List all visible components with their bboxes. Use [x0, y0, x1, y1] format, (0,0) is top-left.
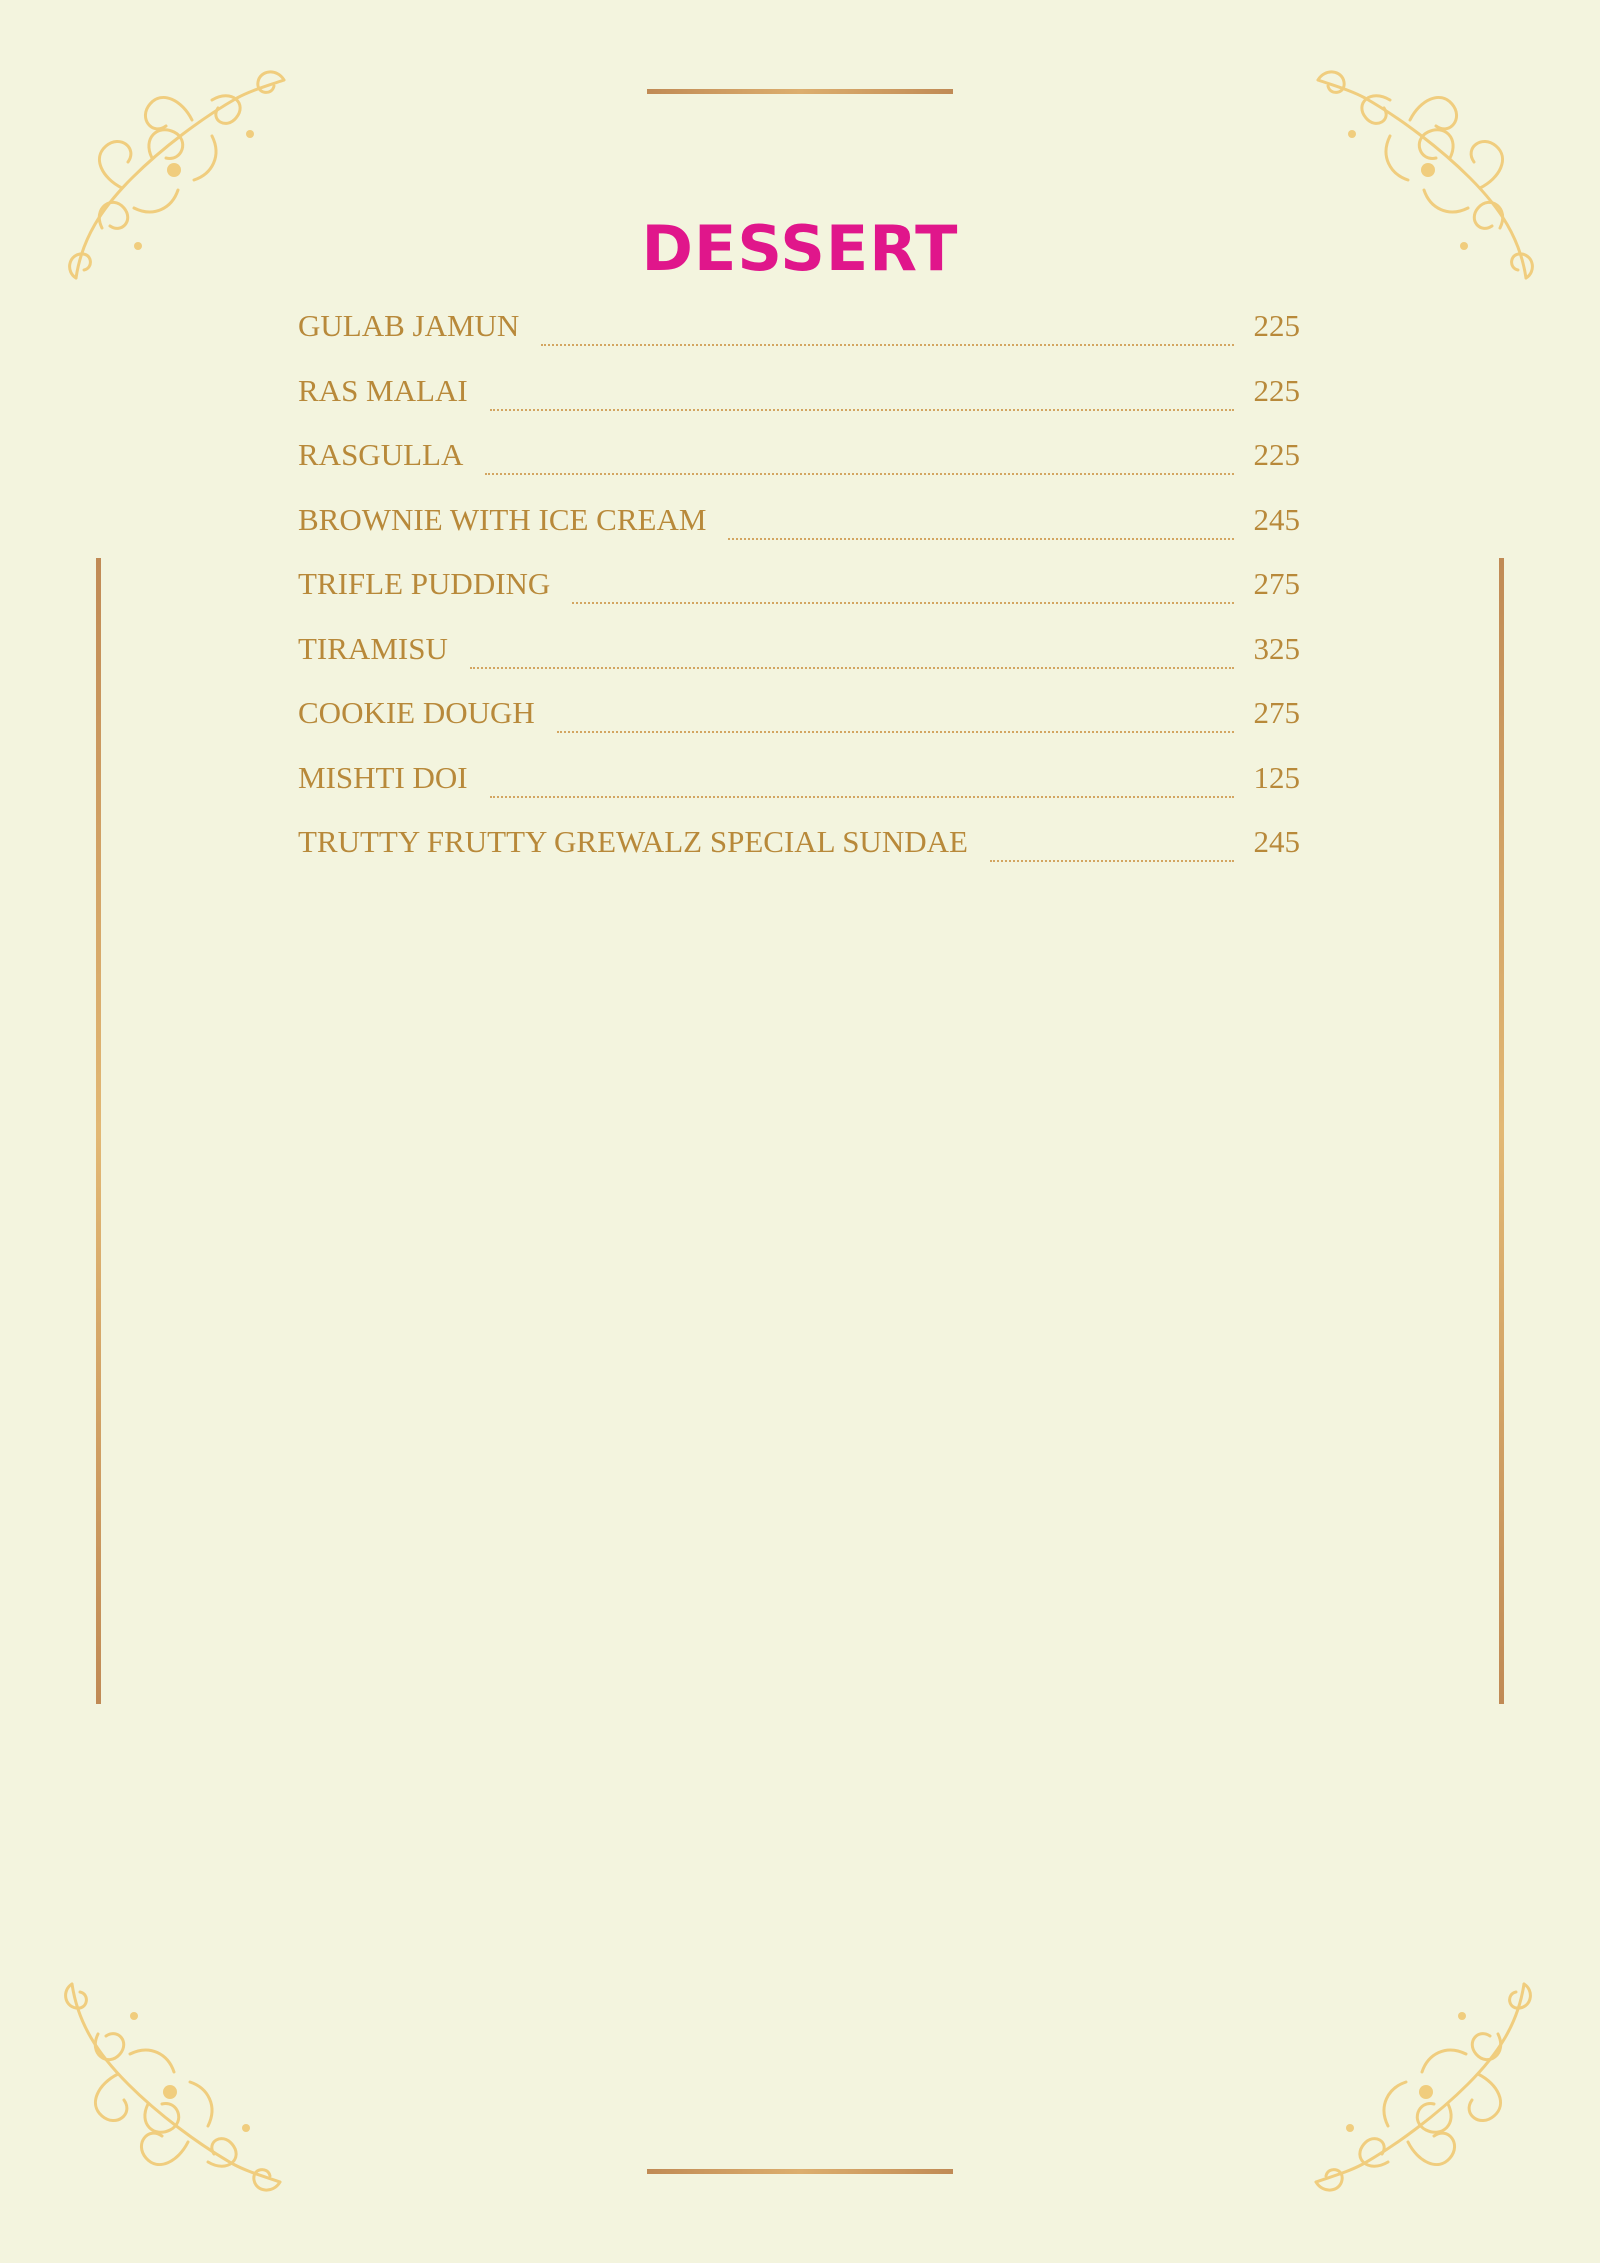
section-title: DESSERT [641, 212, 959, 285]
menu-item-price: 275 [1253, 566, 1300, 601]
menu-item [298, 824, 1300, 889]
dotted-leader [541, 344, 1233, 346]
menu-item [298, 631, 1300, 696]
menu-item-name: TRIFLE PUDDING [298, 566, 551, 601]
dotted-leader [490, 796, 1234, 798]
menu-item [298, 437, 1300, 502]
menu-item-price: 225 [1253, 372, 1300, 408]
menu-item-name: RASGULLA [298, 437, 464, 472]
menu-item-price: 125 [1253, 759, 1300, 795]
menu-item [298, 695, 1300, 760]
menu-item-name: GULAB JAMUN [298, 308, 520, 343]
menu-item [298, 308, 1300, 373]
left-border-rule [96, 558, 101, 1704]
menu-item-price: 225 [1253, 437, 1300, 472]
dotted-leader [728, 538, 1233, 540]
menu-item-name: MISHTI DOI [298, 759, 468, 795]
corner-ornament-bottom-left [58, 1974, 288, 2204]
menu-item [298, 502, 1300, 567]
top-divider [647, 89, 953, 94]
menu-item [298, 760, 1300, 825]
dotted-leader [490, 409, 1234, 411]
dotted-leader [990, 860, 1234, 862]
dotted-leader [470, 667, 1234, 669]
menu-item-price: 245 [1253, 824, 1300, 859]
menu-item [298, 566, 1300, 631]
menu-item-price: 245 [1253, 501, 1300, 537]
menu-item-name: COOKIE DOUGH [298, 695, 535, 730]
dessert-menu-list [298, 308, 1300, 889]
dotted-leader [572, 602, 1233, 604]
bottom-divider [647, 2169, 953, 2174]
menu-item-name: TRUTTY FRUTTY GREWALZ SPECIAL SUNDAE [298, 824, 968, 859]
menu-item-name: TIRAMISU [298, 630, 448, 666]
menu-item-name: RAS MALAI [298, 372, 468, 408]
menu-item-name: BROWNIE WITH ICE CREAM [298, 501, 707, 537]
menu-item-price: 225 [1253, 308, 1300, 343]
menu-item-price: 325 [1253, 630, 1300, 666]
dotted-leader [485, 473, 1233, 475]
corner-ornament-bottom-right [1308, 1974, 1538, 2204]
menu-item [298, 373, 1300, 438]
dotted-leader [557, 731, 1234, 733]
right-border-rule [1499, 558, 1504, 1704]
menu-item-price: 275 [1253, 695, 1300, 730]
